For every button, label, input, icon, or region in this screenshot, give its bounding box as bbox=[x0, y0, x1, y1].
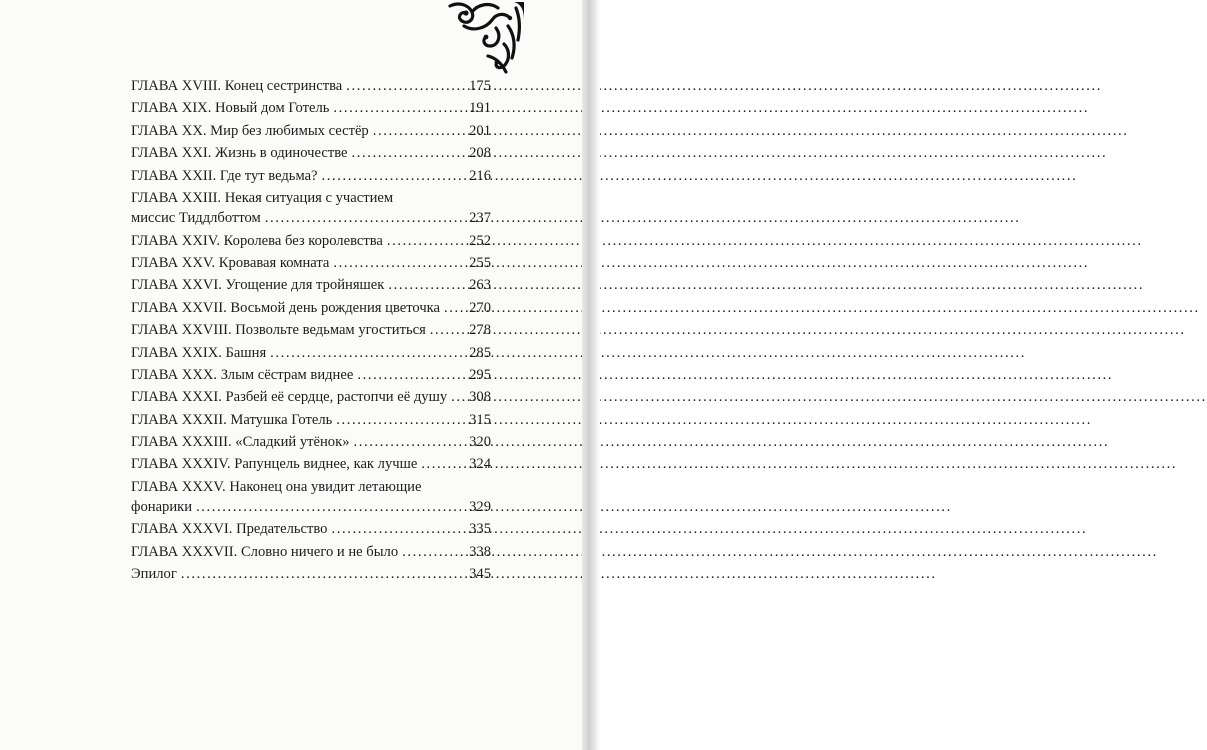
toc-entry-title: ГЛАВА XXV. Кровавая комната bbox=[131, 254, 330, 271]
toc-entry-title: ГЛАВА XXI. Жизнь в одиночестве bbox=[131, 145, 348, 162]
toc-entry-page-number: 315 bbox=[469, 411, 491, 428]
toc-entry-page-number: 216 bbox=[469, 167, 491, 184]
toc-entry-line bbox=[131, 365, 491, 385]
toc-entry-title: ГЛАВА XXII. Где тут ведьма? bbox=[131, 167, 318, 184]
table-of-contents bbox=[131, 76, 491, 587]
toc-entry bbox=[131, 298, 491, 318]
toc-entry-title: ГЛАВА XXXIII. «Сладкий утёнок» bbox=[131, 434, 350, 451]
dot-leader bbox=[373, 121, 465, 141]
dot-leader bbox=[181, 564, 465, 584]
toc-entry-line bbox=[131, 519, 491, 539]
toc-entry-line bbox=[131, 166, 491, 186]
toc-entry bbox=[131, 275, 491, 295]
toc-entry-page-number: 252 bbox=[469, 232, 491, 249]
toc-entry-line bbox=[131, 410, 491, 430]
toc-entry bbox=[131, 143, 491, 163]
toc-entry-line bbox=[131, 387, 491, 407]
toc-entry-line bbox=[131, 98, 491, 118]
toc-entry-line bbox=[131, 208, 491, 228]
dot-leader bbox=[357, 365, 465, 385]
dot-leader bbox=[388, 275, 465, 295]
toc-entry bbox=[131, 76, 491, 96]
toc-entry-title: ГЛАВА XIX. Новый дом Готель bbox=[131, 100, 330, 117]
toc-entry bbox=[131, 410, 491, 430]
toc-entry-title: фонарики bbox=[131, 499, 193, 516]
toc-entry bbox=[131, 432, 491, 452]
dot-leader bbox=[322, 166, 465, 186]
dot-leader bbox=[331, 519, 465, 539]
dot-leader bbox=[451, 387, 465, 407]
dot-leader bbox=[402, 542, 465, 562]
toc-entry-line bbox=[131, 432, 491, 452]
toc-entry bbox=[131, 98, 491, 118]
toc-entry-page-number: 201 bbox=[469, 122, 491, 139]
toc-entry-title: ГЛАВА XXIV. Королева без королевства bbox=[131, 232, 383, 249]
toc-entry bbox=[131, 365, 491, 385]
toc-entry-line bbox=[131, 320, 491, 340]
toc-entry-page-number: 237 bbox=[469, 210, 491, 227]
toc-entry-title: ГЛАВА XXX. Злым сёстрам виднее bbox=[131, 366, 354, 383]
toc-entry-line bbox=[131, 343, 491, 363]
toc-entry-page-number: 278 bbox=[469, 322, 491, 339]
toc-entry bbox=[131, 343, 491, 363]
toc-entry-line bbox=[131, 143, 491, 163]
toc-entry-line bbox=[131, 497, 491, 517]
toc-entry bbox=[131, 542, 491, 562]
toc-entry-page-number: 208 bbox=[469, 145, 491, 162]
dot-leader bbox=[346, 76, 465, 96]
toc-entry-page-number: 324 bbox=[469, 456, 491, 473]
toc-entry-page-number: 320 bbox=[469, 434, 491, 451]
page-edge-shadow bbox=[582, 0, 600, 750]
toc-entry-page-number: 295 bbox=[469, 366, 491, 383]
toc-entry-page-number: 329 bbox=[469, 499, 491, 516]
toc-entry-line bbox=[131, 121, 491, 141]
dot-leader bbox=[430, 320, 465, 340]
toc-entry bbox=[131, 454, 491, 474]
toc-entry-page-number: 263 bbox=[469, 277, 491, 294]
toc-entry-line bbox=[131, 275, 491, 295]
toc-entry-page-number: 285 bbox=[469, 344, 491, 361]
toc-entry-page-number: 270 bbox=[469, 299, 491, 316]
toc-entry bbox=[131, 188, 491, 228]
toc-entry-line bbox=[131, 76, 491, 96]
toc-entry-title: ГЛАВА XXXII. Матушка Готель bbox=[131, 411, 333, 428]
corner-flourish-icon bbox=[444, 0, 524, 74]
toc-entry-line bbox=[131, 231, 491, 251]
toc-entry-line bbox=[131, 564, 491, 584]
toc-entry-title: Эпилог bbox=[131, 566, 177, 583]
toc-entry-page-number: 345 bbox=[469, 566, 491, 583]
toc-entry-page-number: 191 bbox=[469, 100, 491, 117]
toc-entry-title: ГЛАВА XXVI. Угощение для тройняшек bbox=[131, 277, 385, 294]
toc-entry bbox=[131, 253, 491, 273]
toc-entry-line bbox=[131, 542, 491, 562]
toc-entry-line bbox=[131, 253, 491, 273]
toc-entry bbox=[131, 121, 491, 141]
dot-leader bbox=[265, 208, 465, 228]
toc-entry-title: миссис Тиддлботтом bbox=[131, 210, 261, 227]
dot-leader bbox=[333, 98, 465, 118]
toc-entry-title: ГЛАВА XXIX. Башня bbox=[131, 344, 267, 361]
toc-entry-page-number: 335 bbox=[469, 521, 491, 538]
toc-entry-title: ГЛАВА XVIII. Конец сестринства bbox=[131, 78, 343, 94]
toc-entry bbox=[131, 320, 491, 340]
toc-entry-title: ГЛАВА XXVIII. Позвольте ведьмам угоститься bbox=[131, 322, 426, 339]
toc-entry bbox=[131, 519, 491, 539]
dot-leader bbox=[351, 143, 465, 163]
dot-leader bbox=[387, 231, 465, 251]
dot-leader bbox=[196, 497, 465, 517]
toc-entry-title: ГЛАВА XXVII. Восьмой день рождения цветочка bbox=[131, 299, 441, 316]
toc-entry-page-number: 175 bbox=[469, 78, 491, 94]
toc-entry-page-number: 338 bbox=[469, 543, 491, 560]
dot-leader bbox=[421, 454, 465, 474]
toc-entry-page-number: 308 bbox=[469, 389, 491, 406]
toc-entry-page-number: 255 bbox=[469, 254, 491, 271]
book-page bbox=[0, 0, 582, 750]
dot-leader bbox=[336, 410, 465, 430]
toc-entry-title: ГЛАВА XXXI. Разбей её сердце, растопчи её душу bbox=[131, 389, 448, 406]
toc-entry-line bbox=[131, 454, 491, 474]
toc-entry-title-line1: ГЛАВА XXIII. Некая ситуация с участием bbox=[131, 189, 394, 206]
toc-entry bbox=[131, 387, 491, 407]
toc-entry bbox=[131, 477, 491, 517]
toc-entry-title: ГЛАВА XXXIV. Рапунцель виднее, как лучше bbox=[131, 456, 418, 473]
toc-entry bbox=[131, 231, 491, 251]
toc-entry-title: ГЛАВА XX. Мир без любимых сестёр bbox=[131, 122, 369, 139]
dot-leader bbox=[354, 432, 466, 452]
dot-leader bbox=[333, 253, 465, 273]
dot-leader bbox=[444, 298, 465, 318]
toc-entry bbox=[131, 166, 491, 186]
toc-entry-title: ГЛАВА XXXVI. Предательство bbox=[131, 521, 328, 538]
toc-entry bbox=[131, 564, 491, 584]
toc-entry-title-line1: ГЛАВА XXXV. Наконец она увидит летающие bbox=[131, 478, 422, 495]
toc-entry-line bbox=[131, 298, 491, 318]
toc-entry-title: ГЛАВА XXXVII. Словно ничего и не было bbox=[131, 543, 399, 560]
dot-leader bbox=[270, 343, 465, 363]
